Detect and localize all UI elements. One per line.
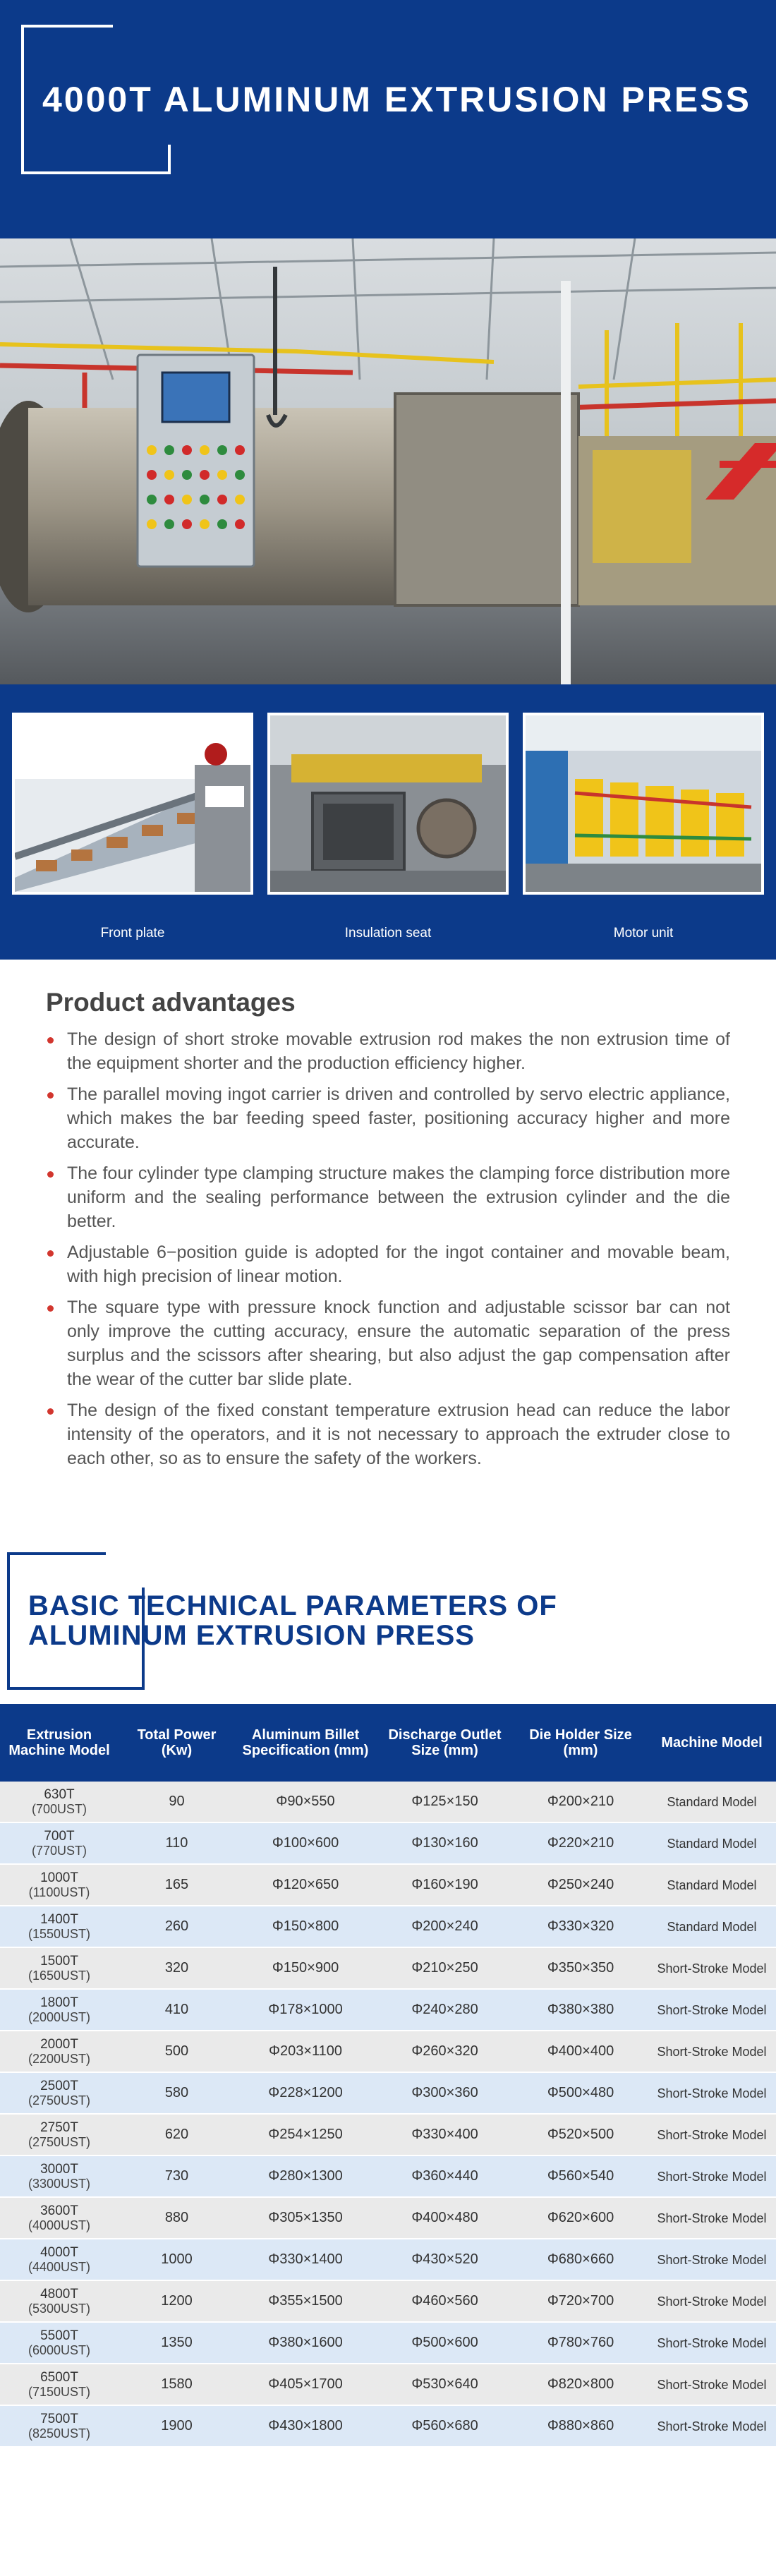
model-tonnage: 630T — [44, 1787, 75, 1802]
cell-machine-model: Standard Model — [667, 1836, 757, 1851]
cell-model — [0, 2370, 119, 2399]
detail-caption: Motor unit — [613, 926, 674, 941]
table-row — [0, 2073, 776, 2115]
cell-die-holder: Φ780×760 — [547, 2335, 614, 2350]
cell-machine-model: Short-Stroke Model — [657, 2294, 767, 2309]
technical-parameters — [0, 1552, 776, 2576]
advantages-list — [46, 1027, 730, 1470]
cell-machine-model: Short-Stroke Model — [657, 2377, 767, 2392]
model-ust: (1550UST) — [28, 1927, 91, 1941]
cell-power: 110 — [165, 1835, 188, 1851]
cell-die-holder: Φ400×400 — [547, 2043, 614, 2059]
list-item: The parallel moving ingot carrier is driven and controlled by servo electric appliance, which makes the bar feeding speed faster, positioning accuracy higher and more accurate. — [46, 1082, 730, 1154]
cell-billet: Φ430×1800 — [268, 2418, 343, 2433]
cell-machine-model: Short-Stroke Model — [657, 2169, 767, 2184]
model-tonnage: 1000T — [40, 1870, 78, 1885]
model-ust: (1100UST) — [28, 1885, 90, 1899]
cell-billet: Φ405×1700 — [268, 2376, 343, 2392]
cell-billet: Φ178×1000 — [268, 2002, 343, 2017]
cell-power: 1000 — [161, 2251, 193, 2267]
list-item: The design of short stroke movable extrusion rod makes the non extrusion time of the equipment shorter and the production efficiency higher. — [46, 1027, 730, 1075]
cell-outlet: Φ360×440 — [411, 2168, 478, 2184]
detail-photo-motor-unit — [523, 713, 764, 895]
cell-power: 620 — [164, 2127, 189, 2142]
cell-die-holder: Φ620×600 — [547, 2210, 614, 2225]
cell-billet: Φ330×1400 — [268, 2251, 343, 2267]
model-ust: (1650UST) — [28, 1969, 91, 1983]
params-title-line1: BASIC TECHNICAL PARAMETERS OF — [28, 1590, 557, 1621]
cell-machine-model: Short-Stroke Model — [657, 2419, 767, 2433]
cell-outlet: Φ560×680 — [411, 2418, 478, 2433]
detail-photo-insulation-seat — [267, 713, 509, 895]
header-machine-model: Machine Model — [661, 1735, 763, 1750]
detail-photos — [0, 684, 776, 960]
cell-machine-model: Short-Stroke Model — [657, 2252, 767, 2267]
cell-model — [0, 1829, 119, 1858]
cell-power: 1900 — [161, 2418, 193, 2433]
model-tonnage: 2750T — [40, 2120, 78, 2135]
cell-outlet: Φ460×560 — [411, 2293, 478, 2309]
cell-model — [0, 2245, 119, 2274]
list-item: The four cylinder type clamping structure makes the clamping force distribution more uniform and the sealing performance between the extrusion cylinder and the die better. — [46, 1161, 730, 1233]
cell-model — [0, 2412, 119, 2441]
cell-outlet: Φ500×600 — [411, 2335, 478, 2350]
cell-power: 165 — [164, 1877, 189, 1892]
cell-die-holder: Φ250×240 — [547, 1877, 614, 1892]
cell-billet: Φ100×600 — [272, 1835, 339, 1851]
cell-die-holder: Φ500×480 — [547, 2085, 614, 2100]
model-tonnage: 2000T — [40, 2037, 78, 2052]
cell-die-holder: Φ680×660 — [547, 2251, 614, 2267]
params-title-line2: ALUMINUM EXTRUSION PRESS — [28, 1620, 475, 1651]
model-ust: (3300UST) — [28, 2177, 91, 2191]
cell-model — [0, 2328, 119, 2357]
detail-caption: Insulation seat — [344, 926, 432, 941]
table-row — [0, 1865, 776, 1906]
bullet-icon — [47, 1171, 54, 1178]
table-row — [0, 1990, 776, 2031]
section-title: Product advantages — [46, 988, 296, 1017]
table-row — [0, 2198, 776, 2239]
cell-model — [0, 2203, 119, 2232]
model-ust: (2200UST) — [28, 2052, 91, 2066]
model-tonnage: 700T — [44, 1829, 75, 1844]
cell-power: 500 — [164, 2043, 189, 2059]
table-row — [0, 2239, 776, 2281]
cell-die-holder: Φ200×210 — [547, 1794, 614, 1809]
cell-die-holder: Φ820×800 — [547, 2376, 614, 2392]
table-row — [0, 2115, 776, 2156]
cell-outlet: Φ130×160 — [411, 1835, 478, 1851]
list-item: The design of the fixed constant temperature extrusion head can reduce the labor intensity of the operators, and it is not necessary to approach the extruder close to each other, so as to ensure the safety of the workers. — [46, 1398, 730, 1470]
cell-machine-model: Short-Stroke Model — [657, 2002, 767, 2017]
model-tonnage: 5500T — [40, 2328, 78, 2343]
cell-billet: Φ280×1300 — [268, 2168, 343, 2184]
cell-machine-model: Short-Stroke Model — [657, 2044, 767, 2059]
params-title — [28, 1591, 557, 1650]
header-billet-spec: Aluminum Billet Specification (mm) — [242, 1727, 369, 1758]
table-row — [0, 2031, 776, 2073]
header-total-power: Total Power (Kw) — [137, 1727, 217, 1758]
bullet-icon — [47, 1092, 54, 1099]
cell-model — [0, 2079, 119, 2108]
cell-power: 1580 — [161, 2376, 193, 2392]
page-title: 4000T ALUMINUM EXTRUSION PRESS — [42, 80, 751, 119]
model-tonnage: 2500T — [40, 2079, 78, 2093]
cell-power: 260 — [164, 1918, 189, 1934]
model-tonnage: 1500T — [40, 1954, 78, 1969]
cell-model — [0, 1870, 119, 1899]
cell-machine-model: Short-Stroke Model — [657, 1961, 767, 1976]
cell-power: 410 — [164, 2002, 189, 2017]
model-ust: (2000UST) — [28, 2010, 91, 2024]
cell-power: 580 — [164, 2085, 189, 2100]
cell-power: 1200 — [161, 2293, 193, 2309]
cell-machine-model: Short-Stroke Model — [657, 2335, 767, 2350]
cell-billet: Φ150×900 — [272, 1960, 339, 1976]
cell-die-holder: Φ380×380 — [547, 2002, 614, 2017]
list-item: The square type with pressure knock function and adjustable scissor bar can not only improve the cutting accuracy, ensure the automatic separation of the press surplus and the scissors after shearing, but also adjust the gap compensation after the wear of the cutter bar slide plate. — [46, 1295, 730, 1391]
cell-die-holder: Φ880×860 — [547, 2418, 614, 2433]
model-tonnage: 3600T — [40, 2203, 78, 2218]
model-ust: (7150UST) — [28, 2385, 91, 2399]
cell-machine-model: Standard Model — [667, 1919, 757, 1934]
table-row — [0, 2156, 776, 2198]
cell-billet: Φ150×800 — [272, 1918, 339, 1934]
cell-billet: Φ203×1100 — [268, 2043, 342, 2059]
cell-billet: Φ228×1200 — [268, 2085, 343, 2100]
extrusion-press-illustration — [0, 238, 776, 684]
cell-machine-model: Short-Stroke Model — [657, 2127, 767, 2142]
cell-power: 90 — [169, 1794, 185, 1809]
model-ust: (4000UST) — [28, 2218, 91, 2232]
cell-outlet: Φ125×150 — [411, 1794, 478, 1809]
cell-model — [0, 2287, 119, 2316]
cell-model — [0, 1954, 119, 1983]
cell-billet: Φ305×1350 — [268, 2210, 343, 2225]
model-ust: (6000UST) — [28, 2343, 91, 2357]
bullet-icon — [47, 1250, 54, 1257]
table-row — [0, 1948, 776, 1990]
product-advantages — [0, 960, 776, 1552]
header-extrusion-machine-model: Extrusion Machine Model — [8, 1727, 110, 1758]
cell-model — [0, 1995, 119, 2024]
bullet-icon — [47, 1037, 54, 1044]
cell-outlet: Φ300×360 — [411, 2085, 478, 2100]
cell-outlet: Φ430×520 — [411, 2251, 478, 2267]
model-tonnage: 6500T — [40, 2370, 78, 2385]
cell-outlet: Φ260×320 — [411, 2043, 478, 2059]
model-tonnage: 3000T — [40, 2162, 78, 2177]
cell-power: 730 — [164, 2168, 189, 2184]
model-ust: (5300UST) — [28, 2302, 91, 2316]
model-ust: (8250UST) — [28, 2426, 91, 2441]
cell-model — [0, 2037, 119, 2066]
cell-machine-model: Short-Stroke Model — [657, 2086, 767, 2100]
cell-model — [0, 1912, 119, 1941]
cell-outlet: Φ330×400 — [411, 2127, 478, 2142]
table-header — [0, 1704, 776, 1782]
header-discharge-outlet: Discharge Outlet Size (mm) — [388, 1727, 502, 1758]
frame-gap — [138, 1559, 152, 1588]
cell-power: 880 — [164, 2210, 189, 2225]
cell-die-holder: Φ350×350 — [547, 1960, 614, 1976]
table-row — [0, 1906, 776, 1948]
main-machine-photo — [0, 238, 776, 684]
cell-model — [0, 2162, 119, 2191]
cell-die-holder: Φ330×320 — [547, 1918, 614, 1934]
table-row — [0, 1782, 776, 1823]
cell-billet: Φ120×650 — [272, 1877, 339, 1892]
table-row — [0, 2406, 776, 2448]
model-ust: (4400UST) — [28, 2260, 91, 2274]
cell-billet: Φ380×1600 — [268, 2335, 343, 2350]
model-tonnage: 1800T — [40, 1995, 78, 2010]
cell-machine-model: Short-Stroke Model — [657, 2211, 767, 2225]
table-row — [0, 2364, 776, 2406]
header-die-holder: Die Holder Size (mm) — [529, 1727, 632, 1758]
bullet-icon — [47, 1305, 54, 1312]
cell-machine-model: Standard Model — [667, 1877, 757, 1892]
model-ust: (700UST) — [31, 1802, 87, 1816]
cell-billet: Φ355×1500 — [268, 2293, 343, 2309]
model-tonnage: 1400T — [40, 1912, 78, 1927]
cell-power: 1350 — [161, 2335, 193, 2350]
bullet-icon — [47, 1408, 54, 1415]
cell-billet: Φ254×1250 — [268, 2127, 343, 2142]
cell-outlet: Φ400×480 — [411, 2210, 478, 2225]
frame-gap — [113, 20, 198, 34]
model-ust: (2750UST) — [28, 2135, 91, 2149]
model-tonnage: 4800T — [40, 2287, 78, 2302]
cell-outlet: Φ200×240 — [411, 1918, 478, 1934]
cell-billet: Φ90×550 — [276, 1794, 335, 1809]
detail-caption: Front plate — [100, 926, 165, 941]
cell-power: 320 — [164, 1960, 189, 1976]
model-tonnage: 7500T — [40, 2412, 78, 2426]
cell-die-holder: Φ560×540 — [547, 2168, 614, 2184]
model-ust: (2750UST) — [28, 2093, 91, 2108]
cell-outlet: Φ530×640 — [411, 2376, 478, 2392]
table-body — [0, 1782, 776, 2448]
cell-outlet: Φ240×280 — [411, 2002, 478, 2017]
hero-banner — [0, 0, 776, 238]
table-row — [0, 2323, 776, 2364]
table-row — [0, 1823, 776, 1865]
frame-gap — [106, 1549, 155, 1559]
cell-model — [0, 2120, 119, 2149]
cell-machine-model: Standard Model — [667, 1794, 757, 1809]
cell-model — [0, 1787, 119, 1816]
cell-outlet: Φ160×190 — [411, 1877, 478, 1892]
model-tonnage: 4000T — [40, 2245, 78, 2260]
list-item: Adjustable 6−position guide is adopted for the ingot container and movable beam, with high precision of linear motion. — [46, 1240, 730, 1288]
table-row — [0, 2281, 776, 2323]
cell-die-holder: Φ520×500 — [547, 2127, 614, 2142]
cell-outlet: Φ210×250 — [411, 1960, 478, 1976]
cell-die-holder: Φ720×700 — [547, 2293, 614, 2309]
detail-photo-front-plate — [12, 713, 253, 895]
parameters-table — [0, 1704, 776, 2448]
model-ust: (770UST) — [31, 1844, 87, 1858]
cell-die-holder: Φ220×210 — [547, 1835, 614, 1851]
